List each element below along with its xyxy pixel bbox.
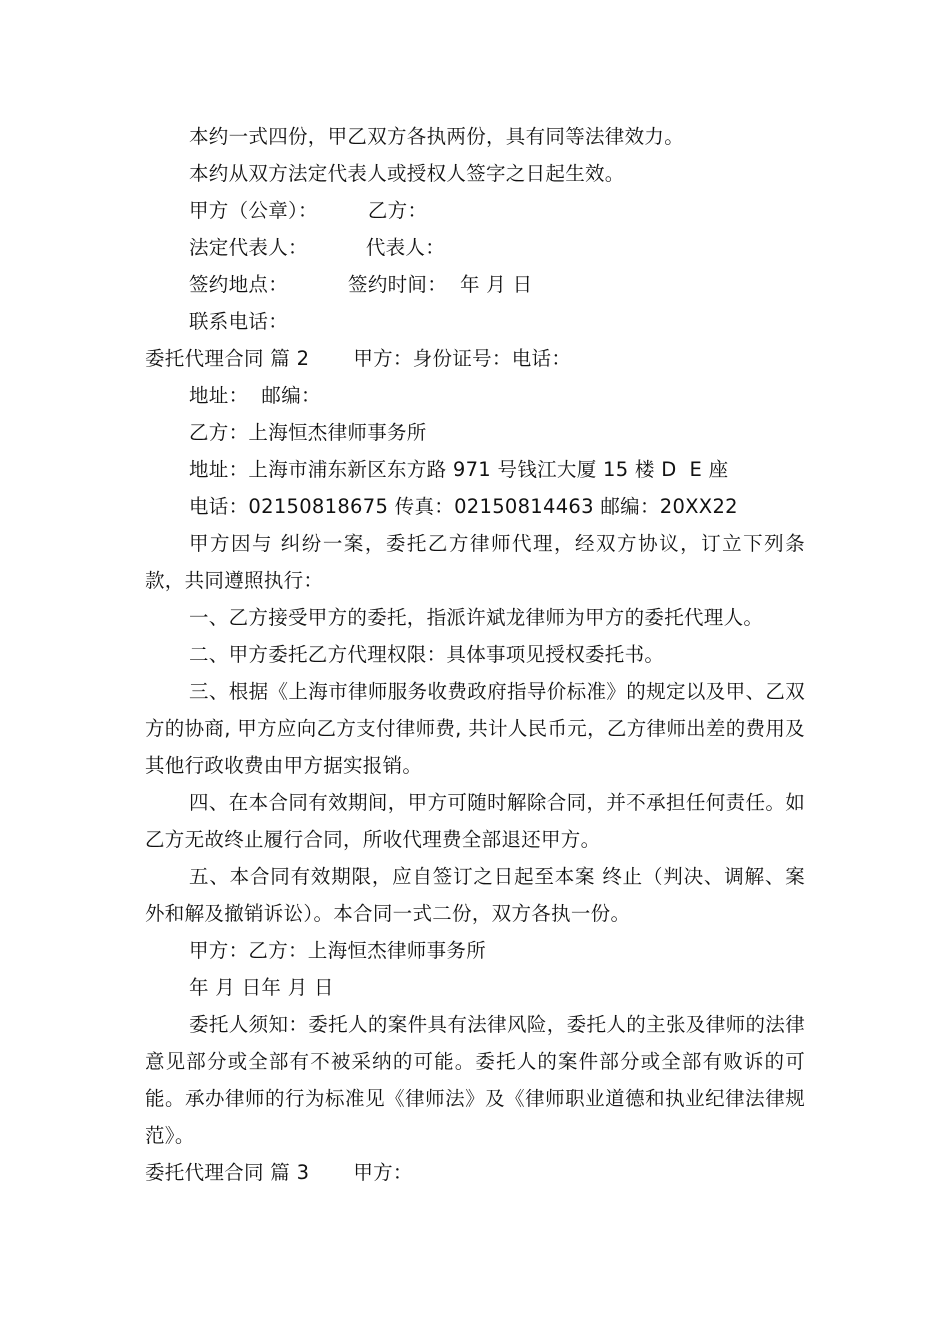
section-title: 委托代理合同 篇 3 xyxy=(145,1161,310,1184)
signing-place-label: 签约地点： xyxy=(189,273,289,296)
clause-4: 四、在本合同有效期间，甲方可随时解除合同，并不承担任何责任。如乙方无故终止履行合同，所收代理费全部退还甲方。 xyxy=(145,791,805,851)
party-b-label: 乙方： xyxy=(367,199,428,222)
party-a-info: 甲方：身份证号：电话： xyxy=(353,347,572,370)
section-title: 委托代理合同 篇 2 xyxy=(145,347,310,370)
representative-label: 代表人： xyxy=(365,236,446,259)
party-b-address-line: 地址：上海市浦东新区东方路 971 号钱江大厦 15 楼 D E 座 xyxy=(189,458,729,481)
clause-3: 三、根据《上海市律师服务收费政府指导价标准》的规定以及甲、乙双方的协商, 甲方应向乙方支付律师费, 共计人民币元，乙方律师出差的费用及其他行政收费由甲方据实报销。 xyxy=(145,680,805,777)
address-line: 地址： 邮编： xyxy=(189,384,321,407)
signature-line: 甲方：乙方：上海恒杰律师事务所 xyxy=(189,939,487,962)
party-a-label: 甲方： xyxy=(353,1161,413,1184)
party-b-contact-line: 电话：02150818675 传真：02150814463 邮编：20XX22 xyxy=(189,495,738,518)
legal-representative-label: 法定代表人： xyxy=(189,236,308,259)
signing-time-label: 签约时间： 年 月 日 xyxy=(348,273,533,296)
text-line: 本约一式四份，甲乙双方各执两份，具有同等法律效力。 xyxy=(189,125,685,148)
section-heading-2 xyxy=(145,340,805,377)
document-body xyxy=(145,118,805,1191)
client-notice: 委托人须知：委托人的案件具有法律风险，委托人的主张及律师的法律意见部分或全部有不被采纳的可能。委托人的案件部分或全部有败诉的可能。承办律师的行为标准见《律师法》及《律师职业道德和执业纪律法律规范》。 xyxy=(145,1013,805,1147)
clause-2: 二、甲方委托乙方代理权限：具体事项见授权委托书。 xyxy=(189,643,665,666)
signature-party-line xyxy=(145,192,805,229)
party-b-line: 乙方：上海恒杰律师事务所 xyxy=(189,421,427,444)
text-line: 本约从双方法定代表人或授权人签字之日起生效。 xyxy=(189,162,625,185)
representative-line xyxy=(145,229,805,266)
party-a-seal-label: 甲方（公章）： xyxy=(189,199,318,222)
clause-1: 一、乙方接受甲方的委托，指派许斌龙律师为甲方的委托代理人。 xyxy=(189,606,764,629)
contact-phone-line: 联系电话： xyxy=(189,310,289,333)
signing-info-line xyxy=(145,266,805,303)
paragraph: 甲方因与 纠纷一案，委托乙方律师代理，经双方协议，订立下列条款，共同遵照执行： xyxy=(145,532,805,592)
section-heading-3 xyxy=(145,1154,805,1191)
date-line: 年 月 日年 月 日 xyxy=(189,976,334,999)
clause-5: 五、本合同有效期限，应自签订之日起至本案 终止（判决、调解、案外和解及撤销诉讼）。本合同一式二份，双方各执一份。 xyxy=(145,865,805,925)
